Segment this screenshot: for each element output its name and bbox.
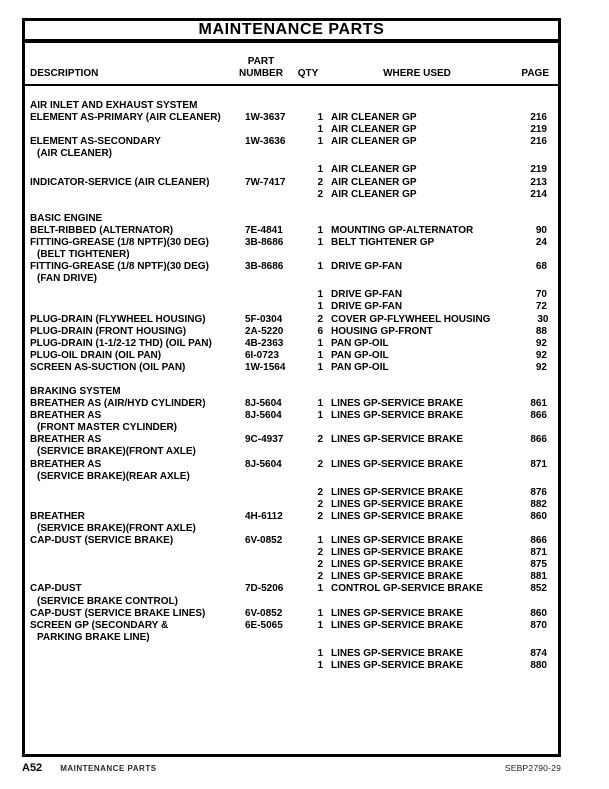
cell-part-number: 8J-5604 <box>245 458 282 470</box>
column-header-where-used: WHERE USED <box>383 68 451 79</box>
cell-description: PLUG-DRAIN (1-1/2-12 THD) (OIL PAN) <box>30 337 212 349</box>
cell-page <box>489 446 547 458</box>
cell-qty: 1 <box>317 607 323 619</box>
page-footer <box>22 762 561 774</box>
parts-section <box>25 100 558 201</box>
cell-part-number: 6V-0852 <box>245 535 283 547</box>
cell-where-used: LINES GP-SERVICE BRAKE <box>331 607 464 619</box>
table-row <box>25 608 558 620</box>
cell-page: 30 <box>537 313 549 325</box>
cell-qty: 1 <box>317 619 323 631</box>
table-row <box>25 596 558 608</box>
cell-page: 874 <box>530 647 547 659</box>
cell-qty <box>303 596 323 608</box>
cell-where-used <box>323 422 489 434</box>
cell-page: 88 <box>535 325 547 337</box>
cell-where-used: AIR CLEANER GP <box>331 112 417 124</box>
cell-description <box>30 487 245 499</box>
cell-qty: 2 <box>317 434 323 446</box>
cell-part-number <box>245 148 303 160</box>
cell-part-number <box>245 559 303 571</box>
cell-part-number <box>245 632 303 644</box>
cell-qty <box>303 523 323 535</box>
cell-qty <box>303 148 323 160</box>
cell-description: (FRONT MASTER CYLINDER) <box>37 422 177 434</box>
cell-part-number: 3B-8686 <box>245 236 284 248</box>
cell-description: (FAN DRIVE) <box>37 273 97 285</box>
cell-description: SCREEN AS-SUCTION (OIL PAN) <box>30 361 186 373</box>
table-row <box>25 225 558 237</box>
cell-description: CAP-DUST <box>30 583 82 595</box>
cell-qty: 6 <box>317 325 323 337</box>
table-row <box>25 249 558 261</box>
cell-where-used: AIR CLEANER GP <box>331 136 417 148</box>
cell-description: (SERVICE BRAKE CONTROL) <box>37 595 178 607</box>
cell-where-used <box>323 446 489 458</box>
cell-part-number: 3B-8686 <box>245 261 284 273</box>
cell-qty <box>303 632 323 644</box>
cell-description: (BELT TIGHTENER) <box>37 249 130 261</box>
cell-page: 68 <box>535 261 547 273</box>
cell-where-used: PAN GP-OIL <box>331 349 389 361</box>
cell-description <box>30 499 245 511</box>
cell-qty: 2 <box>317 559 323 571</box>
cell-part-number: 8J-5604 <box>245 410 282 422</box>
table-row <box>25 314 558 326</box>
cell-part-number: 1W-3636 <box>245 136 286 148</box>
cell-page: 70 <box>535 289 547 301</box>
cell-page <box>489 471 547 483</box>
table-row <box>25 289 558 301</box>
table-row <box>25 487 558 499</box>
cell-page <box>489 596 547 608</box>
parts-section <box>25 386 558 672</box>
cell-page: 866 <box>530 434 547 446</box>
cell-part-number <box>245 471 303 483</box>
table-row <box>25 326 558 338</box>
table-row <box>25 177 558 189</box>
cell-description <box>30 289 245 301</box>
cell-part-number <box>245 289 303 301</box>
cell-part-number: 4H-6112 <box>245 510 283 522</box>
cell-page: 860 <box>530 510 547 522</box>
cell-page: 216 <box>530 136 547 148</box>
table-row <box>25 446 558 458</box>
cell-where-used <box>323 596 489 608</box>
cell-part-number <box>245 596 303 608</box>
cell-description <box>30 164 245 176</box>
table-row <box>25 164 558 176</box>
cell-part-number: 6E-5065 <box>245 619 283 631</box>
table-row <box>25 632 558 644</box>
cell-page: 871 <box>530 458 547 470</box>
cell-qty: 1 <box>317 112 323 124</box>
table-row <box>25 124 558 136</box>
cell-page <box>489 148 547 160</box>
cell-page: 870 <box>530 619 547 631</box>
cell-part-number <box>245 189 303 201</box>
cell-page: 860 <box>530 607 547 619</box>
cell-part-number: 1W-1564 <box>245 361 286 373</box>
table-row <box>25 511 558 523</box>
cell-description: (AIR CLEANER) <box>37 148 112 160</box>
table-row <box>25 471 558 483</box>
cell-description: (SERVICE BRAKE)(REAR AXLE) <box>37 470 190 482</box>
cell-part-number: 7E-4841 <box>245 224 283 236</box>
footer-page-number: A52 <box>22 762 43 774</box>
cell-qty <box>303 273 323 285</box>
table-row <box>25 362 558 374</box>
cell-part-number <box>245 648 303 660</box>
cell-page: 219 <box>530 124 547 136</box>
cell-where-used <box>323 148 489 160</box>
table-row <box>25 136 558 148</box>
cell-where-used: LINES GP-SERVICE BRAKE <box>331 660 464 672</box>
cell-page <box>489 249 547 261</box>
cell-where-used: CONTROL GP-SERVICE BRAKE <box>331 583 483 595</box>
cell-where-used <box>323 249 489 261</box>
cell-qty: 1 <box>317 398 323 410</box>
cell-where-used: AIR CLEANER GP <box>331 188 417 200</box>
parts-section <box>25 213 558 374</box>
cell-page: 866 <box>530 535 547 547</box>
section-header: BRAKING SYSTEM <box>30 385 121 397</box>
cell-page: 92 <box>535 337 547 349</box>
cell-page: 880 <box>530 660 547 672</box>
cell-qty: 2 <box>317 486 323 498</box>
cell-where-used: LINES GP-SERVICE BRAKE <box>331 647 464 659</box>
column-header-part-line2: NUMBER <box>239 68 283 79</box>
cell-description: ELEMENT AS-SECONDARY <box>30 136 161 148</box>
cell-description: CAP-DUST (SERVICE BRAKE LINES) <box>30 607 206 619</box>
cell-where-used: DRIVE GP-FAN <box>331 261 403 273</box>
table-row <box>25 648 558 660</box>
cell-description: FITTING-GREASE (1/8 NPTF)(30 DEG) <box>30 236 209 248</box>
cell-qty: 2 <box>317 458 323 470</box>
page-title: MAINTENANCE PARTS <box>25 21 558 43</box>
cell-qty: 2 <box>317 188 323 200</box>
cell-page: 219 <box>530 164 547 176</box>
section-header: AIR INLET AND EXHAUST SYSTEM <box>30 100 198 111</box>
cell-qty: 1 <box>317 136 323 148</box>
cell-part-number: 7W-7417 <box>245 176 286 188</box>
cell-description: PLUG-DRAIN (FLYWHEEL HOUSING) <box>30 313 206 325</box>
cell-part-number <box>245 301 303 313</box>
cell-where-used: LINES GP-SERVICE BRAKE <box>331 571 464 583</box>
cell-description: BREATHER AS (AIR/HYD CYLINDER) <box>30 398 206 410</box>
cell-page: 882 <box>530 498 547 510</box>
footer-doc-code: SEBP2790-29 <box>504 763 561 773</box>
table-row <box>25 422 558 434</box>
cell-part-number: 2A-5220 <box>245 325 284 337</box>
cell-page: 861 <box>530 398 547 410</box>
cell-description: PARKING BRAKE LINE) <box>37 631 150 643</box>
cell-part-number <box>245 273 303 285</box>
table-row <box>25 571 558 583</box>
table-row <box>25 338 558 350</box>
cell-description: CAP-DUST (SERVICE BRAKE) <box>30 535 174 547</box>
cell-where-used <box>323 632 489 644</box>
cell-qty: 1 <box>317 124 323 136</box>
cell-description: INDICATOR-SERVICE (AIR CLEANER) <box>30 176 210 188</box>
table-column-headers <box>25 43 558 86</box>
cell-qty: 1 <box>317 289 323 301</box>
maintenance-parts-table <box>22 18 561 757</box>
cell-where-used: AIR CLEANER GP <box>331 176 417 188</box>
cell-page: 214 <box>530 188 547 200</box>
cell-part-number <box>245 249 303 261</box>
column-header-page: PAGE <box>521 68 549 79</box>
cell-page: 24 <box>535 236 547 248</box>
table-row <box>25 583 558 595</box>
cell-page <box>489 523 547 535</box>
cell-where-used: LINES GP-SERVICE BRAKE <box>331 559 464 571</box>
cell-qty: 1 <box>317 236 323 248</box>
cell-description: PLUG-OIL DRAIN (OIL PAN) <box>30 349 162 361</box>
cell-description: BREATHER AS <box>30 434 102 446</box>
cell-description <box>30 547 245 559</box>
table-row <box>25 261 558 273</box>
cell-qty: 1 <box>317 361 323 373</box>
cell-part-number: 1W-3637 <box>245 112 286 124</box>
table-row <box>25 350 558 362</box>
cell-part-number <box>245 487 303 499</box>
cell-page: 871 <box>530 547 547 559</box>
cell-where-used <box>323 273 489 285</box>
table-row <box>25 189 558 201</box>
table-row <box>25 434 558 446</box>
cell-description <box>30 571 245 583</box>
cell-qty: 2 <box>317 313 323 325</box>
cell-page <box>489 273 547 285</box>
cell-where-used: LINES GP-SERVICE BRAKE <box>331 410 464 422</box>
cell-qty: 2 <box>317 498 323 510</box>
table-row <box>25 559 558 571</box>
cell-description: (SERVICE BRAKE)(FRONT AXLE) <box>37 446 196 458</box>
cell-where-used: LINES GP-SERVICE BRAKE <box>331 498 464 510</box>
cell-qty <box>303 249 323 261</box>
cell-where-used: PAN GP-OIL <box>331 361 389 373</box>
cell-part-number: 8J-5604 <box>245 398 282 410</box>
cell-page: 876 <box>530 486 547 498</box>
cell-description: (SERVICE BRAKE)(FRONT AXLE) <box>37 523 196 534</box>
cell-where-used: COVER GP-FLYWHEEL HOUSING <box>331 313 491 325</box>
cell-where-used: LINES GP-SERVICE BRAKE <box>331 434 464 446</box>
cell-qty: 1 <box>317 583 323 595</box>
cell-qty: 2 <box>317 176 323 188</box>
cell-page <box>489 632 547 644</box>
cell-description: BREATHER AS <box>30 458 102 470</box>
cell-qty: 1 <box>317 337 323 349</box>
cell-part-number <box>245 446 303 458</box>
cell-description: ELEMENT AS-PRIMARY (AIR CLEANER) <box>30 112 221 124</box>
cell-part-number: 6V-0852 <box>245 607 283 619</box>
cell-where-used: MOUNTING GP-ALTERNATOR <box>331 224 474 236</box>
table-row <box>25 459 558 471</box>
cell-page: 216 <box>530 112 547 124</box>
cell-part-number: 4B-2363 <box>245 337 284 349</box>
cell-description <box>30 648 245 660</box>
table-row <box>25 148 558 160</box>
cell-qty: 2 <box>317 547 323 559</box>
cell-description: BREATHER AS <box>30 410 102 422</box>
cell-part-number <box>245 660 303 672</box>
cell-where-used: AIR CLEANER GP <box>331 124 417 136</box>
cell-description: FITTING-GREASE (1/8 NPTF)(30 DEG) <box>30 261 209 273</box>
column-header-part-line1: PART <box>247 56 275 67</box>
cell-page: 881 <box>530 571 547 583</box>
cell-page: 866 <box>530 410 547 422</box>
cell-part-number <box>245 499 303 511</box>
cell-description: BELT-RIBBED (ALTERNATOR) <box>30 224 174 236</box>
cell-part-number: 5F-0304 <box>245 313 283 325</box>
cell-page: 852 <box>530 583 547 595</box>
cell-description <box>30 301 245 313</box>
table-row <box>25 301 558 313</box>
table-row <box>25 112 558 124</box>
cell-where-used: LINES GP-SERVICE BRAKE <box>331 547 464 559</box>
table-row <box>25 237 558 249</box>
cell-where-used <box>323 471 489 483</box>
table-row <box>25 523 558 535</box>
cell-description: PLUG-DRAIN (FRONT HOUSING) <box>30 325 187 337</box>
cell-where-used <box>323 523 489 535</box>
cell-qty: 1 <box>317 410 323 422</box>
cell-qty: 1 <box>317 261 323 273</box>
cell-qty: 1 <box>317 224 323 236</box>
cell-where-used: PAN GP-OIL <box>331 337 389 349</box>
cell-qty: 1 <box>317 349 323 361</box>
cell-qty: 1 <box>317 301 323 313</box>
cell-qty: 2 <box>317 571 323 583</box>
cell-page: 72 <box>535 301 547 313</box>
cell-part-number <box>245 571 303 583</box>
cell-page: 213 <box>530 176 547 188</box>
cell-page <box>489 422 547 434</box>
cell-qty: 1 <box>317 535 323 547</box>
cell-where-used: LINES GP-SERVICE BRAKE <box>331 535 464 547</box>
table-row <box>25 410 558 422</box>
cell-description <box>30 124 245 136</box>
column-header-qty: QTY <box>297 68 319 79</box>
table-row <box>25 547 558 559</box>
cell-qty <box>303 446 323 458</box>
cell-description <box>30 660 245 672</box>
cell-page: 90 <box>535 224 547 236</box>
cell-where-used: DRIVE GP-FAN <box>331 289 403 301</box>
table-row <box>25 398 558 410</box>
cell-qty: 1 <box>317 660 323 672</box>
footer-doc-title: MAINTENANCE PARTS <box>60 764 157 773</box>
cell-description <box>30 189 245 201</box>
cell-qty: 2 <box>317 510 323 522</box>
cell-part-number: 9C-4937 <box>245 434 284 446</box>
table-row <box>25 535 558 547</box>
section-header: BASIC ENGINE <box>30 212 103 224</box>
cell-part-number <box>245 164 303 176</box>
table-row <box>25 620 558 632</box>
cell-page: 92 <box>535 361 547 373</box>
cell-part-number <box>245 124 303 136</box>
cell-page: 92 <box>535 349 547 361</box>
cell-where-used: LINES GP-SERVICE BRAKE <box>331 486 464 498</box>
cell-where-used: LINES GP-SERVICE BRAKE <box>331 458 464 470</box>
cell-where-used: LINES GP-SERVICE BRAKE <box>331 510 464 522</box>
cell-part-number <box>245 547 303 559</box>
column-header-description: DESCRIPTION <box>30 68 99 79</box>
cell-part-number <box>245 523 303 535</box>
cell-description <box>30 559 245 571</box>
cell-where-used: LINES GP-SERVICE BRAKE <box>331 619 464 631</box>
cell-where-used: BELT TIGHTENER GP <box>331 236 435 248</box>
cell-qty: 1 <box>317 647 323 659</box>
cell-part-number: 6I-0723 <box>245 349 279 361</box>
cell-part-number <box>245 422 303 434</box>
cell-description: SCREEN GP (SECONDARY & <box>30 619 169 631</box>
table-row <box>25 660 558 672</box>
table-row <box>25 499 558 511</box>
cell-where-used: AIR CLEANER GP <box>331 164 417 176</box>
cell-where-used: DRIVE GP-FAN <box>331 301 403 313</box>
cell-page: 875 <box>530 559 547 571</box>
cell-qty: 1 <box>317 164 323 176</box>
cell-qty <box>303 422 323 434</box>
table-row <box>25 273 558 285</box>
cell-qty <box>303 471 323 483</box>
cell-description: BREATHER <box>30 510 85 522</box>
cell-part-number: 7D-5206 <box>245 583 284 595</box>
table-body <box>25 86 558 684</box>
cell-where-used: HOUSING GP-FRONT <box>331 325 433 337</box>
cell-where-used: LINES GP-SERVICE BRAKE <box>331 398 464 410</box>
